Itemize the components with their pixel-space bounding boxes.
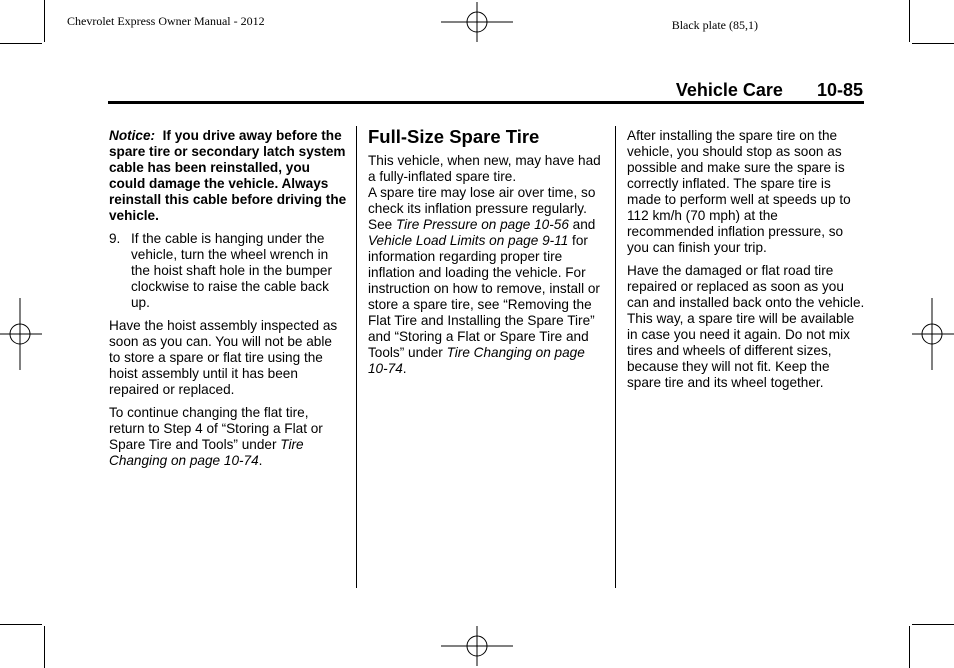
xref-vehicle-load-limits[interactable]: Vehicle Load Limits on page 9-11 (368, 233, 569, 248)
column-divider-1 (356, 126, 357, 588)
registration-mark-right-icon (912, 298, 954, 370)
xref-tire-pressure[interactable]: Tire Pressure on page 10-56 (395, 217, 569, 232)
crop-mark-bottom-right-h (912, 624, 954, 625)
crop-mark-bottom-left-v (44, 626, 45, 668)
step-text: If the cable is hanging under the vehicle, turn the wheel wrench in the hoist shaft hole in the bumper clockwise to raise the cable back up. (131, 231, 333, 310)
step-9 (109, 231, 347, 311)
notice-text: If you drive away before the spare tire or secondary latch system cable has been reinstalled, you could damage the vehicle. Always reinstall this cable before driving the vehicle. (109, 128, 347, 223)
step-number: 9. (109, 231, 121, 246)
crop-mark-top-left-h (0, 43, 42, 44)
notice-label: Notice: (109, 128, 156, 143)
registration-mark-top-icon (441, 2, 513, 42)
paragraph-hoist: Have the hoist assembly inspected as soon as you can. You will not be able to store a spare or flat tire using the hoist assembly until it has been repaired or replaced. (109, 318, 338, 397)
paragraph-damaged-tire: Have the damaged or flat road tire repaired or replaced as soon as you can and installed back onto the vehicle. This way, a spare tire will be available in case you need it again. Do not mix tires and wheels of different sizes, because they will not fit. Keep the spare tire and its wheel together. (627, 263, 865, 390)
crop-mark-top-right-h (912, 43, 954, 44)
running-header (676, 80, 863, 101)
section-heading: Full-Size Spare Tire (368, 126, 540, 147)
column-2 (368, 126, 608, 384)
registration-mark-left-icon (0, 298, 42, 370)
section-title: Vehicle Care (675, 80, 783, 100)
paragraph-new-vehicle: This vehicle, when new, may have had a fully-inflated spare tire. (368, 153, 601, 184)
paragraph-spare-pressure: A spare tire may lose air over time, so check its inflation pressure regularly. See Tire Pressure on page 10-56 and Vehicle Load Limits on page 9-11 for information regarding proper tire inflation and loading the vehicle. For instruction on how to remove, install or store a spare tire, see “Removing the Flat Tire and Installing the Spare Tire” and “Storing a Flat or Spare Tire and Tools” under Tire Changing on page 10-74. (368, 185, 600, 376)
xref-tire-changing-2[interactable]: Tire Changing on page 10-74 (368, 345, 585, 376)
slug-right: Black plate (85,1) (671, 18, 758, 32)
crop-mark-bottom-right-v (909, 626, 910, 668)
notice-paragraph (109, 128, 347, 224)
column-divider-2 (615, 126, 616, 588)
registration-mark-bottom-icon (441, 626, 513, 666)
page-number: 10-85 (816, 80, 863, 100)
paragraph-continue: To continue changing the flat tire, return to Step 4 of “Storing a Flat or Spare Tire and Tools” under Tire Changing on page 10-74. (109, 405, 323, 468)
crop-mark-top-left-v (44, 0, 45, 42)
xref-tire-changing[interactable]: Tire Changing on page 10-74 (109, 437, 304, 468)
paragraph-after-install: After installing the spare tire on the vehicle, you should stop as soon as possible and make sure the spare is correctly inflated. The spare tire is made to perform well at speeds up to 112 km/h (70 mph) at the recommended inflation pressure, so you can finish your trip. (627, 128, 851, 255)
slug-left: Chevrolet Express Owner Manual - 2012 (67, 14, 265, 28)
header-rule (108, 101, 864, 104)
crop-mark-top-right-v (909, 0, 910, 42)
column-3 (627, 128, 865, 398)
column-1 (109, 128, 347, 476)
crop-mark-bottom-left-h (0, 624, 42, 625)
